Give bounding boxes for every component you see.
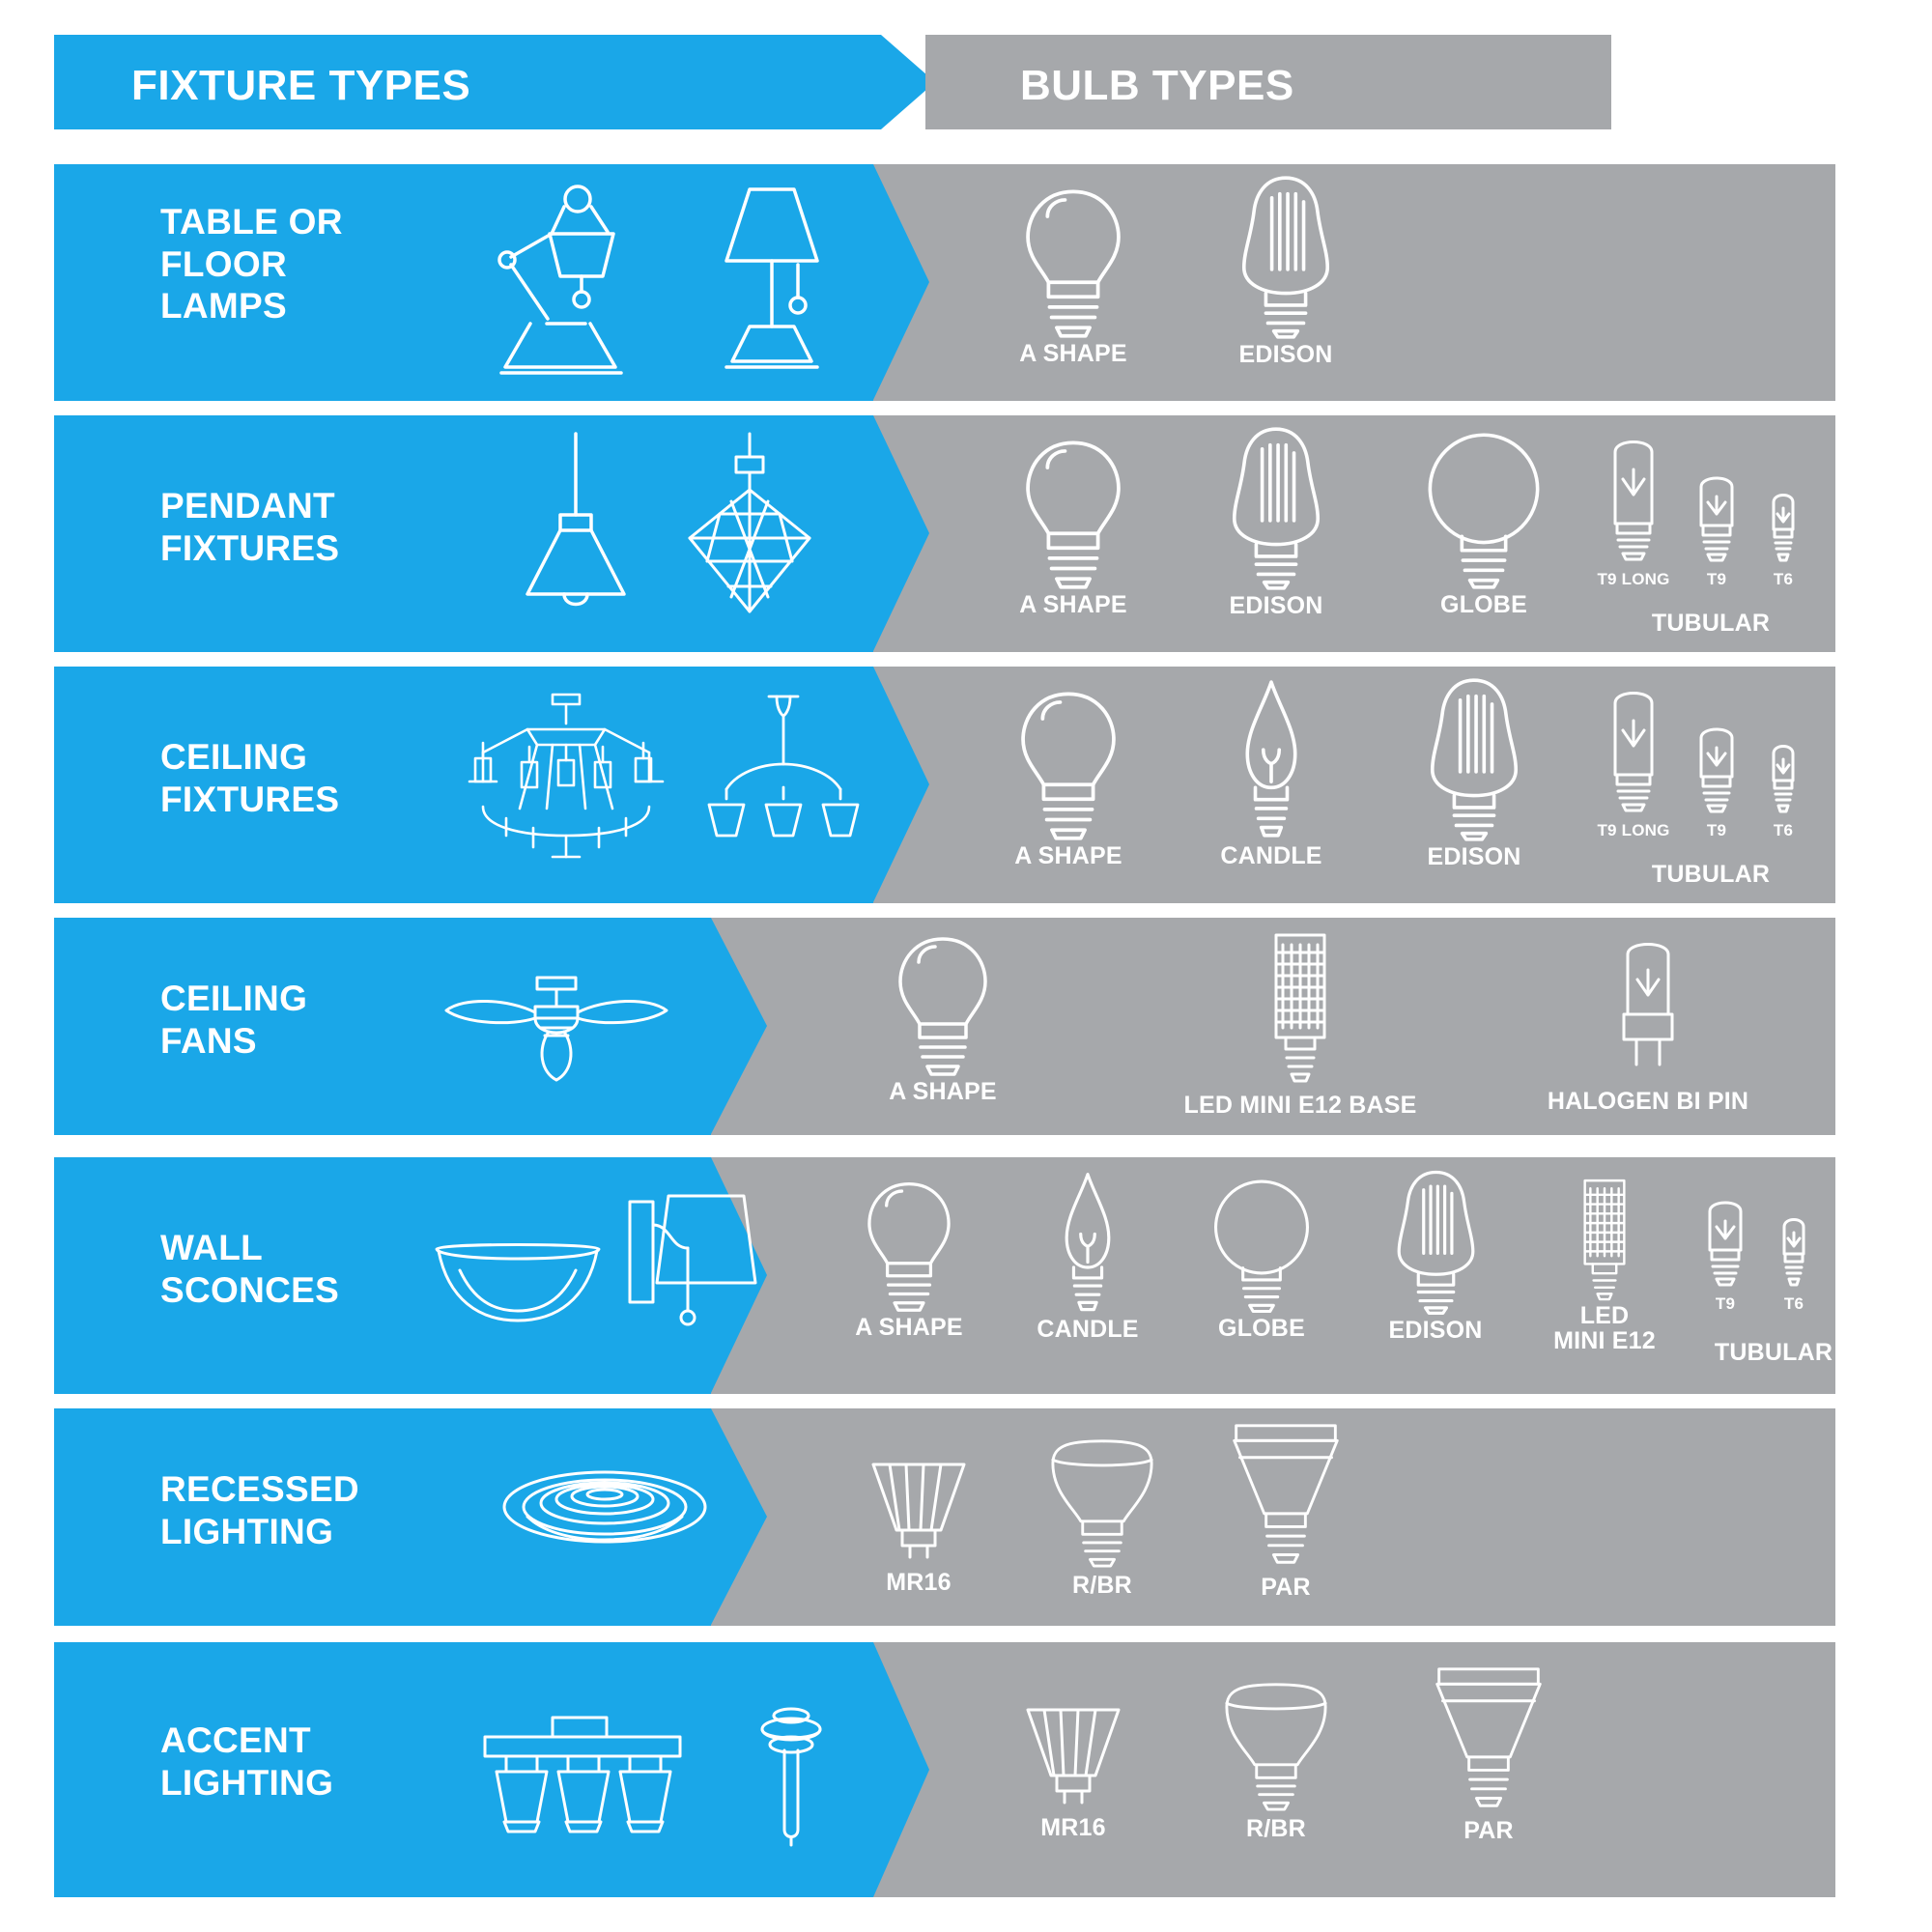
- row-3-fixture-label: [160, 736, 339, 820]
- bulb-par: [1194, 1420, 1378, 1602]
- row-6-fixture-label: [160, 1468, 359, 1552]
- bulb-halogen-bi-pin-label: HALOGEN BI PIN: [1547, 1088, 1749, 1115]
- bulb-edison-label: EDISON: [1229, 592, 1323, 619]
- row-recessed-lighting: [54, 1408, 1835, 1626]
- wall-sconce-bowl-icon: [431, 1239, 605, 1326]
- bulb-rbr: [1010, 1437, 1194, 1600]
- bulb-par-label: PAR: [1261, 1574, 1311, 1601]
- bulb-a-shape: [977, 688, 1160, 870]
- bulb-tubular-t9-long-sublabel: T9 LONG: [1597, 570, 1670, 588]
- row-table-or-floor-lamps: [54, 164, 1835, 401]
- bulb-tubular-t9-sublabel: T9: [1706, 570, 1727, 588]
- row-3-label-line2: FIXTURES: [160, 779, 340, 819]
- row-1-label-line1: TABLE OR: [160, 202, 343, 242]
- bulb-tubular-t6-sublabel: T6: [1783, 1294, 1804, 1313]
- bulb-candle: [1006, 1171, 1170, 1344]
- row-3-label-line1: CEILING: [160, 737, 308, 777]
- bulb-tubular-t9-long: [1590, 682, 1677, 840]
- bulb-a-shape-label: A SHAPE: [889, 1078, 997, 1105]
- bulb-led-mini-e12-label-line1: LED: [1579, 1302, 1630, 1329]
- bulb-led-mini-e12: [1522, 1177, 1687, 1353]
- bulb-tubular-t6: [1754, 489, 1812, 589]
- bulb-halogen-bi-pin: [1484, 937, 1812, 1116]
- bulb-tubular-t9-sublabel: T9: [1715, 1294, 1736, 1313]
- bulb-tubular-t6: [1760, 1213, 1828, 1314]
- row-wall-sconces: [54, 1157, 1835, 1394]
- bulb-tubular-t9: [1683, 721, 1750, 840]
- bulb-edison-label: EDISON: [1238, 341, 1333, 368]
- bulb-edison: [1184, 423, 1368, 620]
- bulb-edison: [1353, 1167, 1518, 1345]
- row-1-fixture-label: [160, 201, 343, 327]
- table-lamp-icon: [699, 182, 844, 375]
- bulb-a-shape: [846, 933, 1039, 1106]
- bulb-par: [1397, 1663, 1580, 1845]
- row-7-label-line2: LIGHTING: [160, 1762, 334, 1803]
- bulb-tubular-t9: [1683, 469, 1750, 589]
- bulb-tubular-t6-sublabel: T6: [1773, 570, 1794, 588]
- row-ceiling-fans: [54, 918, 1835, 1135]
- bulb-a-shape-label: A SHAPE: [1019, 340, 1127, 367]
- row-2-fixture-label: [160, 485, 339, 569]
- bulb-tubular-group: [1687, 1171, 1880, 1383]
- bulb-led-mini-e12: [1107, 931, 1493, 1120]
- bulb-rbr: [1184, 1681, 1368, 1843]
- row-4-fixture-label: [160, 978, 307, 1062]
- row-5-fixture-label: [160, 1227, 339, 1311]
- bulb-mr16-label: MR16: [886, 1569, 952, 1596]
- bulb-candle-label: CANDLE: [1220, 842, 1322, 869]
- bulb-tubular-label: TUBULAR: [1651, 861, 1771, 888]
- row-2-label-line1: PENDANT: [160, 486, 335, 526]
- row-7-fixture-label: [160, 1719, 333, 1804]
- bulb-edison: [1194, 172, 1378, 369]
- row-5-label-line1: WALL: [160, 1228, 264, 1267]
- bulb-globe: [1179, 1175, 1344, 1343]
- pendant-cone-icon: [518, 430, 634, 623]
- bulb-globe-label: GLOBE: [1218, 1315, 1305, 1342]
- wall-sconce-shade-icon: [624, 1186, 759, 1350]
- row-5-label-line2: SCONCES: [160, 1269, 340, 1310]
- bulb-globe: [1392, 427, 1576, 619]
- bulb-a-shape-label: A SHAPE: [1014, 842, 1122, 869]
- track-light-icon: [477, 1714, 690, 1839]
- recessed-can-icon: [498, 1466, 711, 1563]
- bulb-rbr-label: R/BR: [1072, 1572, 1132, 1599]
- bulb-rbr-label: R/BR: [1246, 1815, 1306, 1842]
- bulb-tubular-t9-sublabel: T9: [1706, 821, 1727, 839]
- chandelier-small-icon: [701, 691, 866, 874]
- bulb-edison: [1382, 674, 1566, 871]
- row-4-label-line2: FANS: [160, 1020, 257, 1061]
- bulb-tubular-t6-sublabel: T6: [1773, 821, 1794, 839]
- bulb-tubular-group: [1590, 672, 1832, 895]
- bulb-candle: [1179, 678, 1363, 870]
- bulb-a-shape: [827, 1179, 991, 1342]
- bulb-candle-label: CANDLE: [1037, 1316, 1139, 1343]
- bulb-tubular-label: TUBULAR: [1714, 1339, 1833, 1366]
- bulb-tubular-group: [1590, 421, 1832, 643]
- bulb-tubular-t9-long: [1590, 431, 1677, 589]
- row-7-label-line1: ACCENT: [160, 1720, 311, 1760]
- row-accent-lighting: [54, 1642, 1835, 1897]
- bulb-tubular-label: TUBULAR: [1651, 610, 1771, 637]
- chandelier-large-icon: [460, 691, 672, 874]
- bulb-par-label: PAR: [1463, 1817, 1514, 1844]
- bulb-a-shape-label: A SHAPE: [1019, 591, 1127, 618]
- bulb-tubular-t9-long-sublabel: T9 LONG: [1597, 821, 1670, 839]
- bulb-edison-label: EDISON: [1427, 843, 1521, 870]
- bulb-mr16-label: MR16: [1040, 1814, 1106, 1841]
- bulb-a-shape: [981, 185, 1165, 368]
- bulb-a-shape: [981, 437, 1165, 619]
- row-4-label-line1: CEILING: [160, 979, 308, 1018]
- bulb-led-mini-e12-label: LED MINI E12 BASE: [1183, 1092, 1417, 1119]
- header-fixture-title: FIXTURE TYPES: [131, 62, 471, 109]
- row-1-label-line3: LAMPS: [160, 286, 287, 327]
- bulb-edison-label: EDISON: [1388, 1317, 1483, 1344]
- row-6-label-line1: RECESSED: [160, 1469, 359, 1509]
- row-1-label-line2: FLOOR: [160, 243, 287, 284]
- pendant-cage-icon: [672, 430, 827, 623]
- bulb-a-shape-label: A SHAPE: [855, 1314, 963, 1341]
- row-pendant-fixtures: [54, 415, 1835, 652]
- path-light-icon: [748, 1702, 835, 1847]
- ceiling-fan-icon: [440, 974, 672, 1085]
- header: [54, 35, 1611, 129]
- row-6-label-line2: LIGHTING: [160, 1511, 334, 1551]
- bulb-mr16: [981, 1702, 1165, 1842]
- bulb-led-mini-e12-label-line2: MINI E12: [1553, 1326, 1656, 1354]
- row-5-fixture-band: [54, 1157, 711, 1394]
- header-bulb-title: BULB TYPES: [1020, 62, 1294, 109]
- row-2-label-line2: FIXTURES: [160, 527, 340, 568]
- bulb-mr16: [827, 1457, 1010, 1597]
- row-ceiling-fixtures: [54, 667, 1835, 903]
- bulb-globe-label: GLOBE: [1440, 591, 1527, 618]
- bulb-tubular-t6: [1754, 740, 1812, 840]
- desk-lamp-icon: [494, 184, 668, 382]
- bulb-tubular-t9: [1687, 1194, 1764, 1314]
